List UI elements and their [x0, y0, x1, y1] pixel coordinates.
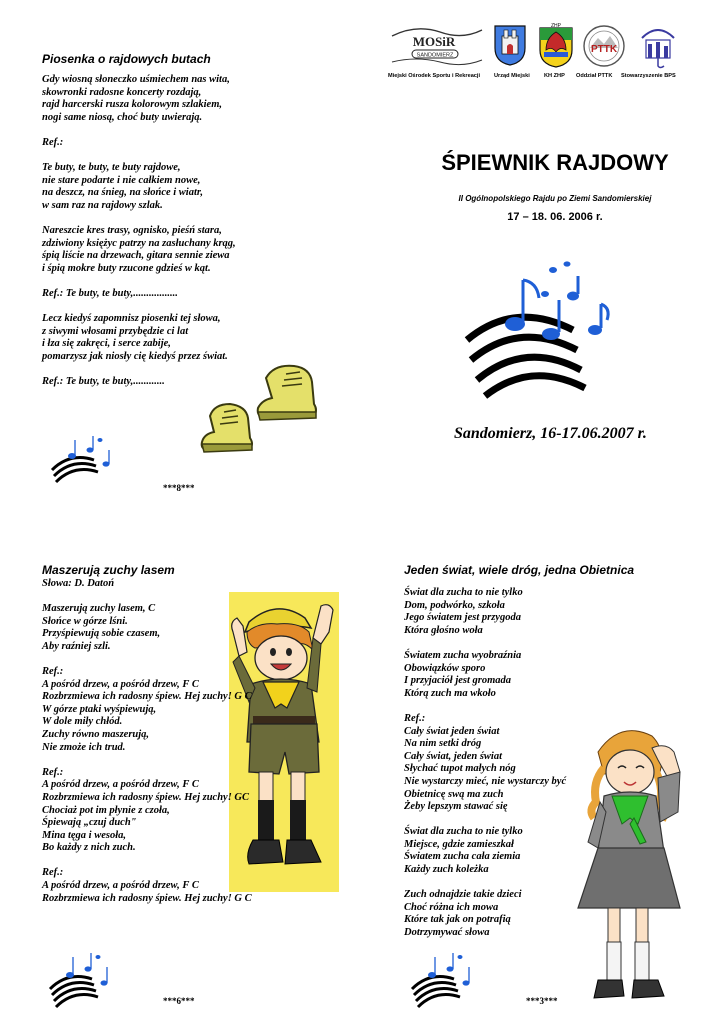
- lyric-line: Na nim setki dróg: [404, 738, 482, 750]
- stanza-gap: [42, 213, 342, 226]
- lyric-line: A pośród drzew, a pośród drzew, F C: [42, 678, 199, 690]
- lyric-line: Chociaż pot im płynie z czoła,: [42, 804, 170, 816]
- lyric-line: Obowiązków sporo: [404, 662, 486, 674]
- stanza-gap: [42, 855, 342, 868]
- page-number-3: ***3***: [526, 996, 558, 1006]
- lyric-line: Bo każdy z nich zuch.: [42, 842, 136, 854]
- lyric-line: Każdy zuch koleżka: [404, 864, 489, 876]
- girl-scout-illustration: [548, 712, 698, 1012]
- song-author: Słowa: D. Datoń: [42, 578, 115, 589]
- lyric-line: W dole miły chłód.: [42, 716, 123, 728]
- lyric-line: Przyśpiewują sobie czasem,: [42, 628, 161, 640]
- urzad-miejski-logo: [493, 24, 527, 66]
- lyric-line: Ref.: Te buty, te buty,............: [42, 376, 165, 388]
- stanza-gap: [42, 124, 342, 137]
- music-notes-small-3: [410, 945, 480, 1010]
- lyric-line: Choć różna ich mowa: [404, 901, 499, 913]
- lyric-line: A pośród drzew, a pośród drzew, F C: [42, 779, 199, 791]
- bps-logo: [638, 22, 678, 70]
- lyric-line: A pośród drzew, a pośród drzew, F C: [42, 880, 199, 892]
- pttk-text: PTTK: [590, 44, 618, 55]
- lyric-line: i łza się zakręci, i serce zabije,: [42, 338, 171, 350]
- boot-left: [202, 404, 252, 452]
- lyric-line: Nie wystarczy mieć, nie wystarczy być: [404, 775, 567, 787]
- lyric-line: Zuchy równo maszerują,: [42, 728, 150, 740]
- mosir-sub-text: SANDOMIERZ: [416, 52, 454, 59]
- song-title-rajdowe-buty: Piosenka o rajdowych butach: [42, 52, 211, 66]
- lyric-line: Miejsce, gdzie zamieszkał: [404, 838, 514, 850]
- stanza-gap: [404, 637, 624, 650]
- mosir-logo: [386, 22, 486, 70]
- lyric-line: rajd harcerski rusza kolorowym szlakiem,: [42, 99, 222, 111]
- music-notes-small-2: [48, 945, 118, 1010]
- lyric-line: W górze ptaki wyśpiewują,: [42, 703, 157, 715]
- lyric-line: Rozbrzmiewa ich radosny śpiew. Hej zuchy! GC: [42, 791, 250, 803]
- page-number-6: ***6***: [163, 996, 195, 1006]
- lyric-line: Nie zmoże ich trud.: [42, 741, 126, 753]
- pttk-logo: [582, 24, 626, 68]
- logo-caption-mosir: Miejski Ośrodek Sportu i Rekreacji: [388, 73, 481, 79]
- lyric-line: Światem zucha wyobraźnia: [404, 649, 522, 661]
- lyric-line: nie stare podarte i nie całkiem nowe,: [42, 174, 201, 186]
- lyric-line: Nareszcie kres trasy, ognisko, pieśń stara,: [42, 225, 222, 237]
- songbook-subtitle: II Ogólnopolskiego Rajdu po Ziemi Sandomierskiej: [458, 194, 652, 203]
- lyric-line: w sam raz na rajdowy szlak.: [42, 199, 163, 211]
- kh-zhp-logo: [538, 22, 574, 68]
- lyric-line: Która głośno woła: [404, 624, 483, 636]
- lyric-line: Światem zucha cała ziemia: [404, 851, 521, 863]
- lyric-line: Świat dla zucha to nie tylko: [404, 587, 523, 598]
- music-notes-large: [455, 250, 625, 400]
- lyric-line: Cały świat jeden świat: [404, 725, 500, 737]
- lyric-line: Dom, podwórko, szkoła: [404, 599, 505, 611]
- stanza-gap: [42, 653, 342, 666]
- songbook-title: ŚPIEWNIK RAJDOWY: [441, 150, 669, 175]
- lyric-line: Słońce w górze lśni.: [42, 615, 128, 627]
- stanza-gap: [42, 276, 342, 289]
- lyric-line: śpią liście na drzewach, gitara sennie ziewa: [42, 250, 230, 262]
- lyric-line: nogi same niosą, choć buty uwierają.: [42, 111, 203, 123]
- logo-caption-pttk: Oddział PTTK: [576, 73, 613, 79]
- song-lyrics-rajdowe-buty: [42, 74, 342, 389]
- lyric-line: Cały świat, jeden świat: [404, 750, 503, 762]
- stanza-gap: [42, 150, 342, 163]
- song-title-maszeruja-zuchy: Maszerują zuchy lasem: [42, 563, 175, 577]
- lyric-line: Rozbrzmiewa ich radosny śpiew. Hej zuchy! G C: [42, 892, 252, 904]
- lyric-line: Ref.:: [42, 136, 64, 148]
- lyric-line: Aby raźniej szli.: [42, 640, 111, 652]
- logo-caption-urzad: Urząd Miejski: [494, 73, 530, 79]
- lyric-line: zdziwiony księżyc patrzy na zasłuchany krąg,: [42, 237, 236, 249]
- music-notes-small-1: [50, 430, 120, 485]
- lyric-line: Zuch odnajdzie takie dzieci: [404, 889, 522, 901]
- place-and-date: Sandomierz, 16-17.06.2007 r.: [454, 425, 647, 442]
- songbook-dates: 17 – 18. 06. 2006 r.: [507, 211, 603, 223]
- lyric-line: Żeby lepszym stawać się: [404, 801, 508, 813]
- mosir-text: MOSiR: [412, 34, 456, 49]
- lyric-line: Rozbrzmiewa ich radosny śpiew. Hej zuchy! G C: [42, 691, 252, 703]
- lyric-line: i śpią mokre buty rzucone gdzieś w kąt.: [42, 262, 211, 274]
- lyric-line: Ref.:: [42, 665, 64, 677]
- lyric-line: na deszcz, na śnieg, na słońce i wiatr,: [42, 187, 204, 199]
- logos-bar: [386, 22, 686, 82]
- boot-right: [258, 366, 316, 420]
- stanza-gap: [42, 301, 342, 314]
- lyric-line: Słychać tupot małych nóg: [404, 763, 516, 775]
- lyric-line: Ref.:: [42, 766, 64, 778]
- lyric-line: z siwymi włosami przybędzie ci lat: [42, 325, 189, 337]
- lyric-line: Maszerują zuchy lasem, C: [42, 603, 156, 614]
- lyric-line: Obietnicę swą ma zuch: [404, 788, 504, 800]
- lyric-line: Śpiewają „czuj duch": [42, 817, 137, 829]
- lyric-line: Ref.:: [404, 712, 426, 724]
- lyric-line: Mina tęga i wesoła,: [42, 829, 127, 841]
- lyric-line: skowronki radosne koncerty rozdają,: [42, 86, 202, 98]
- lyric-line: Które tak jak on potrafią: [404, 914, 511, 926]
- logo-caption-khzhp: KH ZHP: [544, 73, 565, 79]
- lyric-line: Dotrzymywać słowa: [404, 927, 490, 939]
- stanza-gap: [42, 754, 342, 767]
- logo-caption-bps: Stowarzyszenie BPS: [621, 73, 676, 79]
- lyric-line: Świat dla zucha to nie tylko: [404, 826, 523, 838]
- lyric-line: Gdy wiosną słoneczko uśmiechem nas wita,: [42, 74, 230, 85]
- lyric-line: Ref.: Te buty, te buty,.................: [42, 288, 178, 300]
- svg-text:ZHP: ZHP: [551, 23, 561, 29]
- lyric-line: I przyjaciół jest gromada: [404, 675, 512, 687]
- song-title-jeden-swiat: Jeden świat, wiele dróg, jedna Obietnica: [404, 563, 635, 577]
- song-lyrics-maszeruja-zuchy: [42, 603, 342, 905]
- page-number-8: ***8***: [163, 483, 195, 493]
- lyric-line: Te buty, te buty, te buty rajdowe,: [42, 162, 181, 174]
- lyric-line: Lecz kiedyś zapomnisz piosenki tej słowa,: [42, 313, 221, 325]
- lyric-line: Jego światem jest przygoda: [404, 612, 521, 624]
- lyric-line: pomarzysz jak niosły cię kiedyś przez świat.: [42, 351, 228, 363]
- lyric-line: Którą zuch ma wkoło: [404, 687, 496, 699]
- boots-illustration: [196, 360, 326, 455]
- lyric-line: Ref.:: [42, 867, 64, 879]
